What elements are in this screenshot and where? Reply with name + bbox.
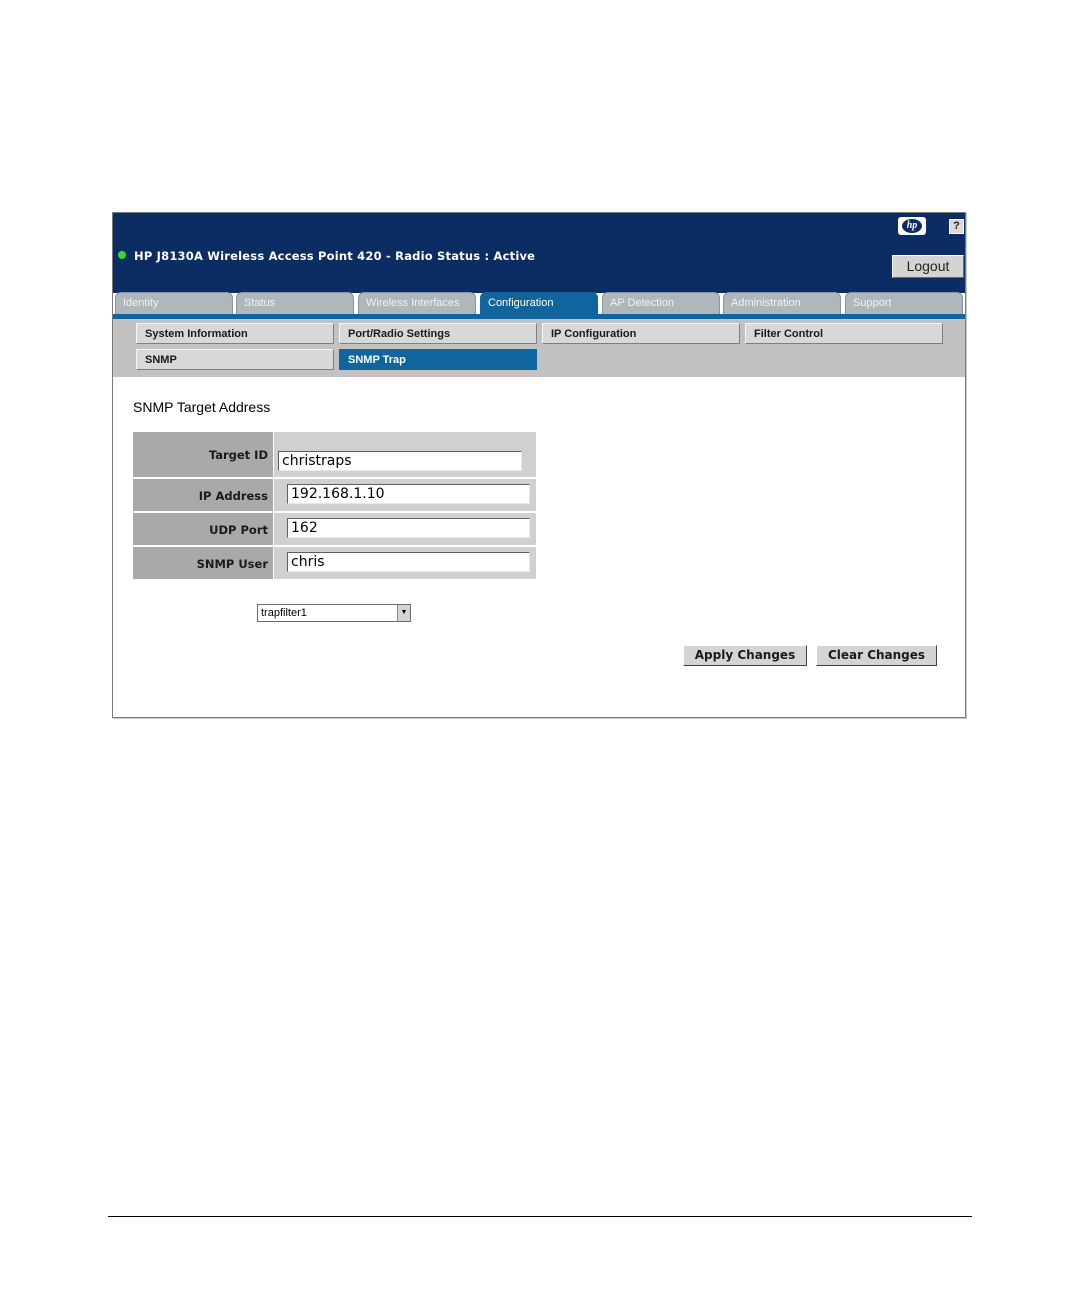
help-icon[interactable]: ?	[949, 219, 964, 234]
snmp-user-label: SNMP User	[133, 547, 273, 579]
subnav-system-information[interactable]: System Information	[136, 323, 334, 344]
hp-logo-text: hp	[902, 219, 922, 233]
logout-button[interactable]: Logout	[892, 255, 964, 278]
subnav-snmp-trap[interactable]: SNMP Trap	[339, 349, 537, 370]
ip-address-label: IP Address	[133, 479, 273, 511]
ip-address-cell	[274, 479, 536, 511]
snmp-user-cell	[274, 547, 536, 579]
page-footer-rule	[108, 1216, 972, 1217]
tab-configuration[interactable]: Configuration	[480, 292, 598, 314]
udp-port-label: UDP Port	[133, 513, 273, 545]
target-id-field[interactable]	[278, 451, 522, 471]
tab-wireless-interfaces[interactable]: Wireless Interfaces	[358, 292, 476, 314]
target-id-row	[133, 432, 536, 479]
main-tabs	[113, 292, 965, 314]
browser-frame	[112, 212, 966, 718]
tab-identity[interactable]: Identity	[115, 292, 233, 314]
udp-port-field[interactable]	[287, 518, 530, 538]
subnav-port-radio-settings[interactable]: Port/Radio Settings	[339, 323, 537, 344]
tab-ap-detection[interactable]: AP Detection	[602, 292, 720, 314]
chevron-down-icon[interactable]: ▼	[397, 605, 410, 621]
snmp-user-row	[133, 547, 536, 581]
tab-support[interactable]: Support	[845, 292, 963, 314]
subnav-filter-control[interactable]: Filter Control	[745, 323, 943, 344]
apply-changes-button[interactable]: Apply Changes	[683, 645, 807, 666]
clear-changes-button[interactable]: Clear Changes	[816, 645, 937, 666]
target-id-cell	[274, 432, 536, 477]
app-header	[113, 213, 965, 293]
ip-address-row	[133, 479, 536, 513]
trap-filter-select[interactable]	[257, 604, 411, 622]
snmp-user-field[interactable]	[287, 552, 530, 572]
section-title: SNMP Target Address	[133, 399, 271, 415]
page-title: HP J8130A Wireless Access Point 420 - Radio Status : Active	[134, 249, 536, 263]
hp-logo-icon	[898, 217, 926, 235]
trap-filter-selected-value: trapfilter1	[261, 607, 307, 619]
ip-address-field[interactable]	[287, 484, 530, 504]
tab-administration[interactable]: Administration	[723, 292, 841, 314]
udp-port-row	[133, 513, 536, 547]
subnav-snmp[interactable]: SNMP	[136, 349, 334, 370]
udp-port-cell	[274, 513, 536, 545]
radio-status-indicator	[118, 251, 126, 259]
target-id-label: Target ID	[133, 432, 273, 477]
config-subnav	[113, 319, 965, 377]
subnav-ip-configuration[interactable]: IP Configuration	[542, 323, 740, 344]
tab-status[interactable]: Status	[236, 292, 354, 314]
snmp-target-form	[133, 432, 536, 581]
